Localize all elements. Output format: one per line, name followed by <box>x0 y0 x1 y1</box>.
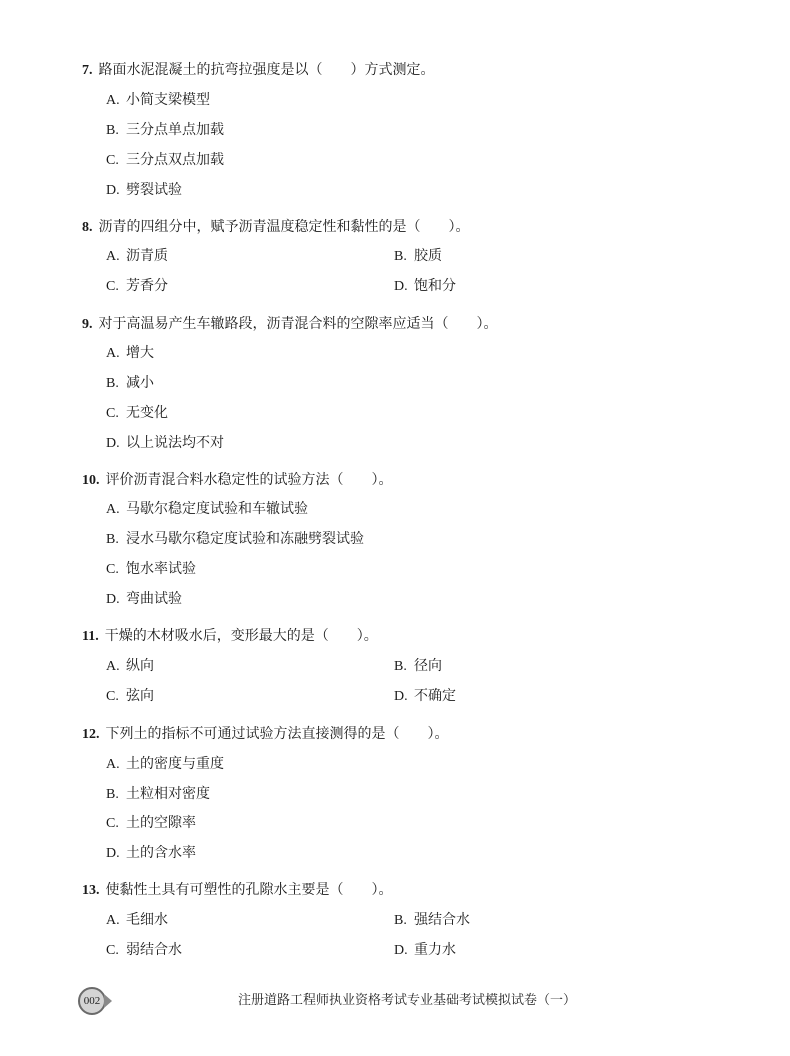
option-c <box>106 403 168 424</box>
option-a <box>106 499 308 520</box>
option-b <box>394 656 442 677</box>
question-number: 9. <box>82 317 93 332</box>
option-d <box>106 843 196 864</box>
option-c <box>106 940 182 961</box>
option-d <box>106 433 224 454</box>
option-text: 胶质 <box>414 248 442 264</box>
option-c <box>106 559 196 580</box>
option-text: 强结合水 <box>414 912 470 928</box>
option-letter: B. <box>394 659 407 674</box>
option-text: 沥青质 <box>126 248 168 264</box>
option-d <box>394 940 456 961</box>
option-letter: A. <box>106 659 120 674</box>
option-letter: B. <box>106 123 119 138</box>
option-letter: B. <box>106 376 119 391</box>
option-text: 小简支梁模型 <box>126 92 210 108</box>
option-text: 马歇尔稳定度试验和车辙试验 <box>126 501 308 517</box>
option-letter: A. <box>106 346 120 361</box>
option-text: 三分点双点加载 <box>126 152 224 168</box>
question-text: 路面水泥混凝土的抗弯拉强度是以（ ）方式测定。 <box>98 62 435 78</box>
option-letter: C. <box>106 689 119 704</box>
option-text: 饱水率试验 <box>126 561 196 577</box>
option-a <box>106 910 168 931</box>
question-7 <box>82 60 762 198</box>
option-c <box>106 150 224 171</box>
question-12 <box>82 724 762 861</box>
question-stem <box>82 880 762 900</box>
option-letter: C. <box>106 406 119 421</box>
question-text: 使黏性土具有可塑性的孔隙水主要是（ ）。 <box>105 882 393 898</box>
option-letter: D. <box>106 846 120 861</box>
option-a <box>106 656 154 677</box>
option-letter: A. <box>106 502 120 517</box>
footer-title: 注册道路工程师执业资格考试专业基础考试模拟试卷（一） <box>238 993 577 1008</box>
option-letter: C. <box>106 153 119 168</box>
option-b <box>394 910 470 931</box>
question-stem <box>82 217 762 237</box>
option-text: 饱和分 <box>414 278 456 294</box>
option-letter: D. <box>106 592 120 607</box>
option-text: 增大 <box>126 345 154 361</box>
option-b <box>394 246 442 267</box>
option-letter: A. <box>106 249 120 264</box>
option-text: 劈裂试验 <box>126 182 182 198</box>
question-number: 12. <box>82 727 100 742</box>
option-d <box>106 589 182 610</box>
option-b <box>106 373 154 394</box>
option-letter: B. <box>394 249 407 264</box>
question-text: 下列土的指标不可通过试验方法直接测得的是（ ）。 <box>105 726 449 742</box>
option-text: 土的含水率 <box>126 845 196 861</box>
question-13 <box>82 880 762 958</box>
question-11 <box>82 626 762 704</box>
option-text: 弦向 <box>126 688 154 704</box>
question-8 <box>82 217 762 294</box>
option-letter: D. <box>394 943 408 958</box>
option-text: 以上说法均不对 <box>126 435 224 451</box>
option-letter: B. <box>394 913 407 928</box>
question-stem <box>82 314 762 334</box>
option-text: 不确定 <box>414 688 456 704</box>
question-text: 对于高温易产生车辙路段，沥青混合料的空隙率应适当（ ）。 <box>98 316 498 332</box>
option-letter: C. <box>106 279 119 294</box>
question-number: 7. <box>82 63 93 78</box>
option-text: 减小 <box>126 375 154 391</box>
question-stem <box>82 470 762 490</box>
option-text: 三分点单点加载 <box>126 122 224 138</box>
option-a <box>106 246 168 267</box>
option-b <box>106 120 224 141</box>
option-a <box>106 754 224 775</box>
option-letter: B. <box>106 787 119 802</box>
option-letter: C. <box>106 562 119 577</box>
option-letter: A. <box>106 93 120 108</box>
page-number-badge: 002 <box>78 987 106 1015</box>
question-text: 干燥的木材吸水后，变形最大的是（ ）。 <box>104 628 378 644</box>
page-footer <box>78 987 768 1019</box>
question-text: 评价沥青混合料水稳定性的试验方法（ ）。 <box>105 472 393 488</box>
option-text: 毛细水 <box>126 912 168 928</box>
option-d <box>394 686 456 707</box>
option-text: 浸水马歇尔稳定度试验和冻融劈裂试验 <box>126 531 364 547</box>
option-letter: D. <box>394 279 408 294</box>
option-text: 纵向 <box>126 658 154 674</box>
option-text: 土的密度与重度 <box>126 756 224 772</box>
option-b <box>106 529 364 550</box>
option-a <box>106 343 154 364</box>
question-stem <box>82 626 762 646</box>
option-letter: A. <box>106 913 120 928</box>
question-stem <box>82 60 762 80</box>
question-number: 8. <box>82 220 93 235</box>
option-letter: C. <box>106 943 119 958</box>
option-c <box>106 686 154 707</box>
option-text: 芳香分 <box>126 278 168 294</box>
question-stem <box>82 724 762 744</box>
question-number: 11. <box>82 629 99 644</box>
option-letter: D. <box>106 183 120 198</box>
option-text: 径向 <box>414 658 442 674</box>
option-d <box>394 276 456 297</box>
option-a <box>106 90 210 111</box>
option-letter: C. <box>106 816 119 831</box>
page-arrow-icon <box>104 994 112 1008</box>
option-b <box>106 784 210 805</box>
option-text: 重力水 <box>414 942 456 958</box>
option-c <box>106 276 168 297</box>
question-9 <box>82 314 762 451</box>
option-text: 土的空隙率 <box>126 815 196 831</box>
option-letter: A. <box>106 757 120 772</box>
question-number: 10. <box>82 473 100 488</box>
option-text: 土粒相对密度 <box>126 786 210 802</box>
option-text: 弯曲试验 <box>126 591 182 607</box>
option-letter: D. <box>106 436 120 451</box>
option-text: 弱结合水 <box>126 942 182 958</box>
option-text: 无变化 <box>126 405 168 421</box>
question-text: 沥青的四组分中，赋予沥青温度稳定性和黏性的是（ ）。 <box>98 219 470 235</box>
question-number: 13. <box>82 883 100 898</box>
option-d <box>106 180 182 201</box>
option-c <box>106 813 196 834</box>
option-letter: D. <box>394 689 408 704</box>
option-letter: B. <box>106 532 119 547</box>
question-10 <box>82 470 762 607</box>
